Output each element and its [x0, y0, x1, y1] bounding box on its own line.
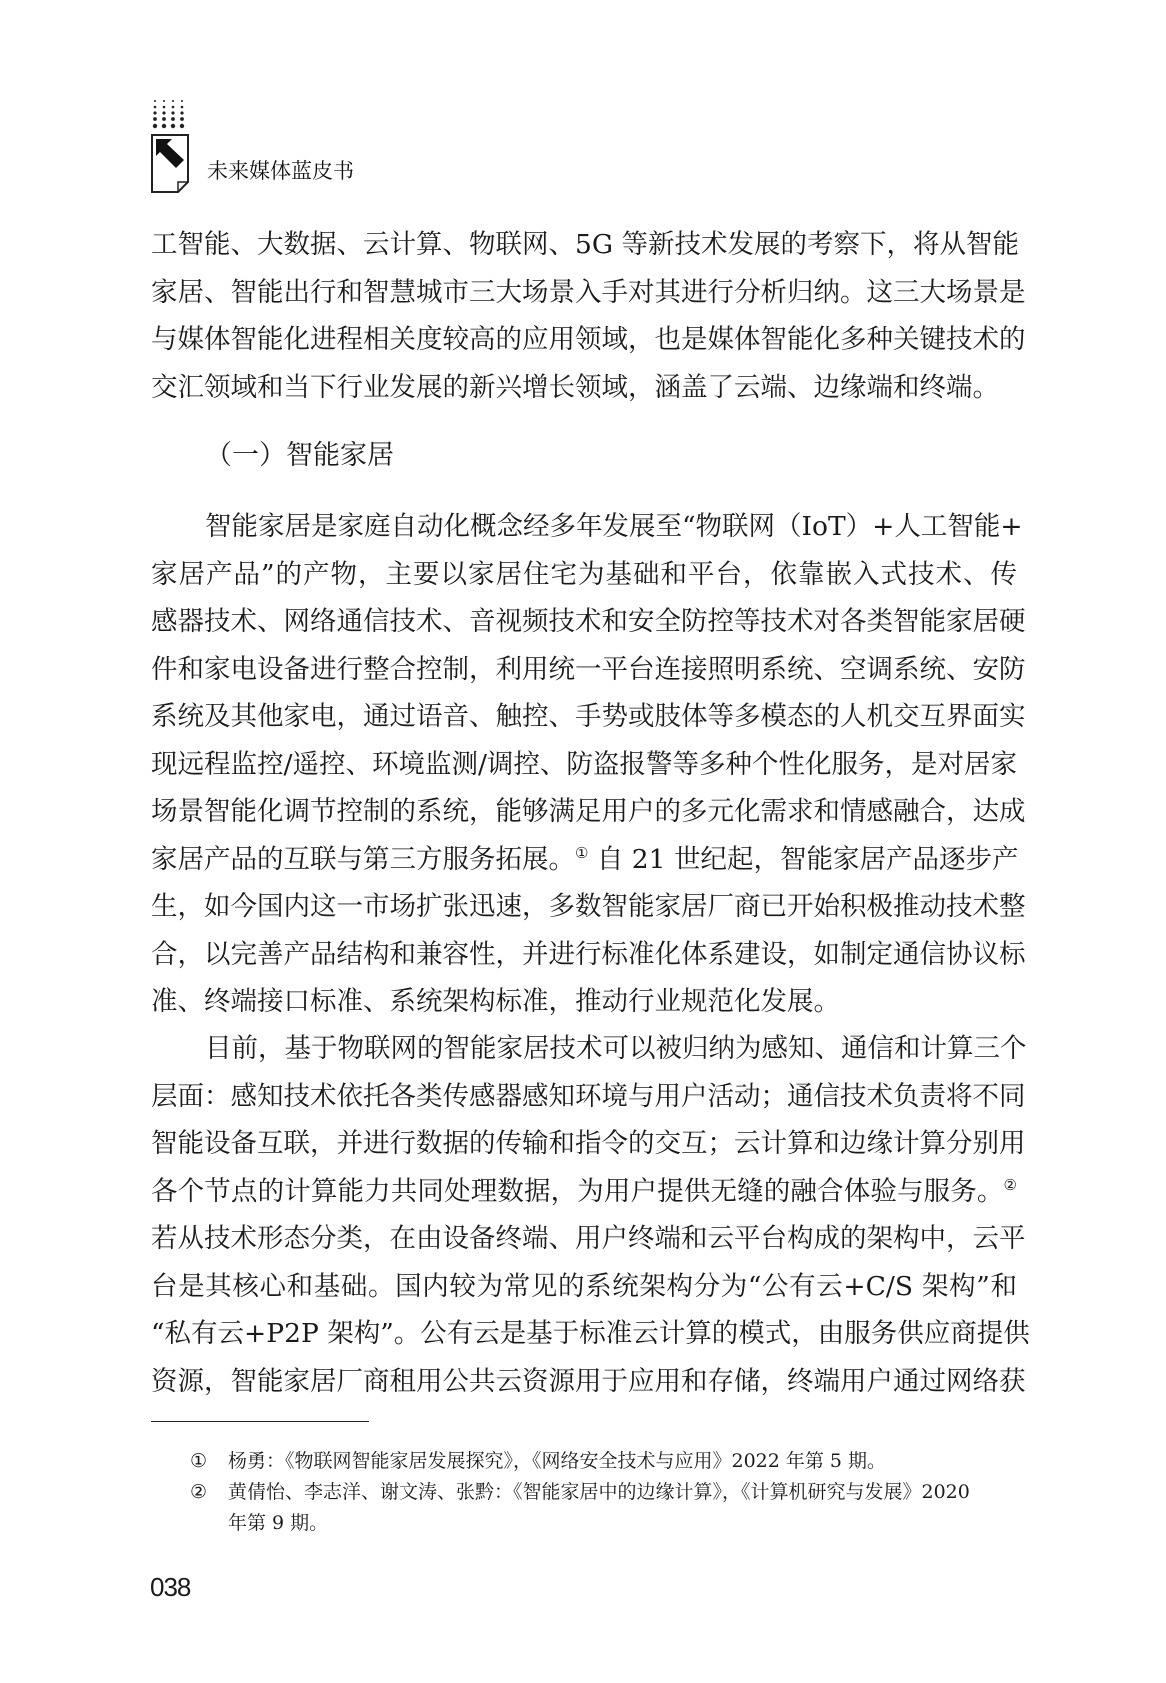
text-line: 工智能、大数据、云计算、物联网、5G 等新技术发展的考察下，将从智能	[151, 229, 1019, 260]
text-line: “私有云+P2P 架构”。公有云是基于标准云计算的模式，由服务供应商提供	[151, 1318, 1030, 1349]
intro-paragraph	[151, 221, 1026, 411]
book-series-logo-icon	[150, 98, 196, 194]
footnote-text: 黄倩怡、李志洋、谢文涛、张黔：《智能家居中的边缘计算》，《计算机研究与发展》2020	[228, 1481, 970, 1503]
text-line: 感器技术、网络通信技术、音视频技术和安全防控等技术对各类智能家居硬	[151, 606, 1026, 637]
paragraph-smart-home	[151, 503, 1026, 1026]
text-line: 件和家电设备进行整合控制，利用统一平台连接照明系统、空调系统、安防	[151, 653, 1026, 685]
text-line: 场景智能化调节控制的系统，能够满足用户的多元化需求和情感融合，达成	[151, 796, 1026, 827]
text-line: 层面：感知技术依托各类传感器感知环境与用户活动；通信技术负责将不同	[151, 1080, 1026, 1112]
text-line: 智能家居是家庭自动化概念经多年发展至“物联网（IoT）+人工智能+	[205, 511, 1023, 542]
text-line: 系统及其他家电，通过语音、触控、手势或肢体等多模态的人机交互界面实	[151, 701, 1026, 732]
section-heading: （一）智能家居	[205, 440, 394, 471]
text-line: 台是其核心和基础。国内较为常见的系统架构分为“公有云+C/S 架构”和	[151, 1270, 1017, 1302]
text-line: 家居产品”的产物，主要以家居住宅为基础和平台，依靠嵌入式技术、传	[151, 558, 1017, 590]
book-series-title: 未来媒体蓝皮书	[207, 159, 354, 183]
footnote-1	[190, 1446, 1018, 1477]
text: 各个节点的计算能力共同处理数据，为用户提供无缝的融合体验与服务。	[151, 1175, 1004, 1207]
footnote-number: ①	[190, 1450, 208, 1472]
text-line: 交汇领域和当下行业发展的新兴增长领域，涵盖了云端、边缘端和终端。	[151, 371, 999, 403]
text-line: 目前，基于物联网的智能家居技术可以被归纳为感知、通信和计算三个	[205, 1033, 1027, 1064]
footnote-text: 杨勇：《物联网智能家居发展探究》，《网络安全技术与应用》2022 年第 5 期。	[228, 1450, 887, 1472]
text-line-with-footnote	[151, 836, 1017, 884]
text: 自 21 世纪起，智能家居产品逐步产	[588, 843, 1019, 875]
text-line: 与媒体智能化进程相关度较高的应用领域，也是媒体智能化多种关键技术的	[151, 324, 1026, 355]
text-line: 现远程监控/遥控、环境监测/调控、防盗报警等多种个性化服务，是对居家	[151, 748, 1017, 780]
text-line: 智能设备互联，并进行数据的传输和指令的交互；云计算和边缘计算分别用	[151, 1128, 1026, 1159]
footnote-divider	[151, 1421, 369, 1422]
footnote-text-cont: 年第 9 期。	[228, 1512, 329, 1534]
footnote-number: ②	[190, 1481, 208, 1503]
paragraph-technology	[151, 1025, 1030, 1405]
text-line: 生，如今国内这一市场扩张迅速，多数智能家居厂商已开始积极推动技术整	[151, 891, 1026, 922]
footnote-ref-1[interactable]: ①	[575, 843, 589, 862]
text-line: 家居、智能出行和智慧城市三大场景入手对其进行分析归纳。这三大场景是	[151, 276, 1026, 308]
text-line: 若从技术形态分类，在由设备终端、用户终端和云平台构成的架构中，云平	[151, 1223, 1026, 1254]
page-number: 038	[150, 1572, 191, 1602]
text-line: 资源，智能家居厂商租用公共云资源用于应用和存储，终端用户通过网络获	[151, 1365, 1026, 1397]
footnote-2	[190, 1477, 1018, 1539]
text-line: 准、终端接口标准、系统架构标准，推动行业规范化发展。	[151, 986, 840, 1017]
text-line: 合，以完善产品结构和兼容性，并进行标准化体系建设，如制定通信协议标	[151, 938, 1026, 970]
footnote-ref-2[interactable]: ②	[1003, 1175, 1017, 1194]
text: 家居产品的互联与第三方服务拓展。	[151, 843, 575, 875]
text-line-with-footnote	[151, 1168, 1017, 1216]
